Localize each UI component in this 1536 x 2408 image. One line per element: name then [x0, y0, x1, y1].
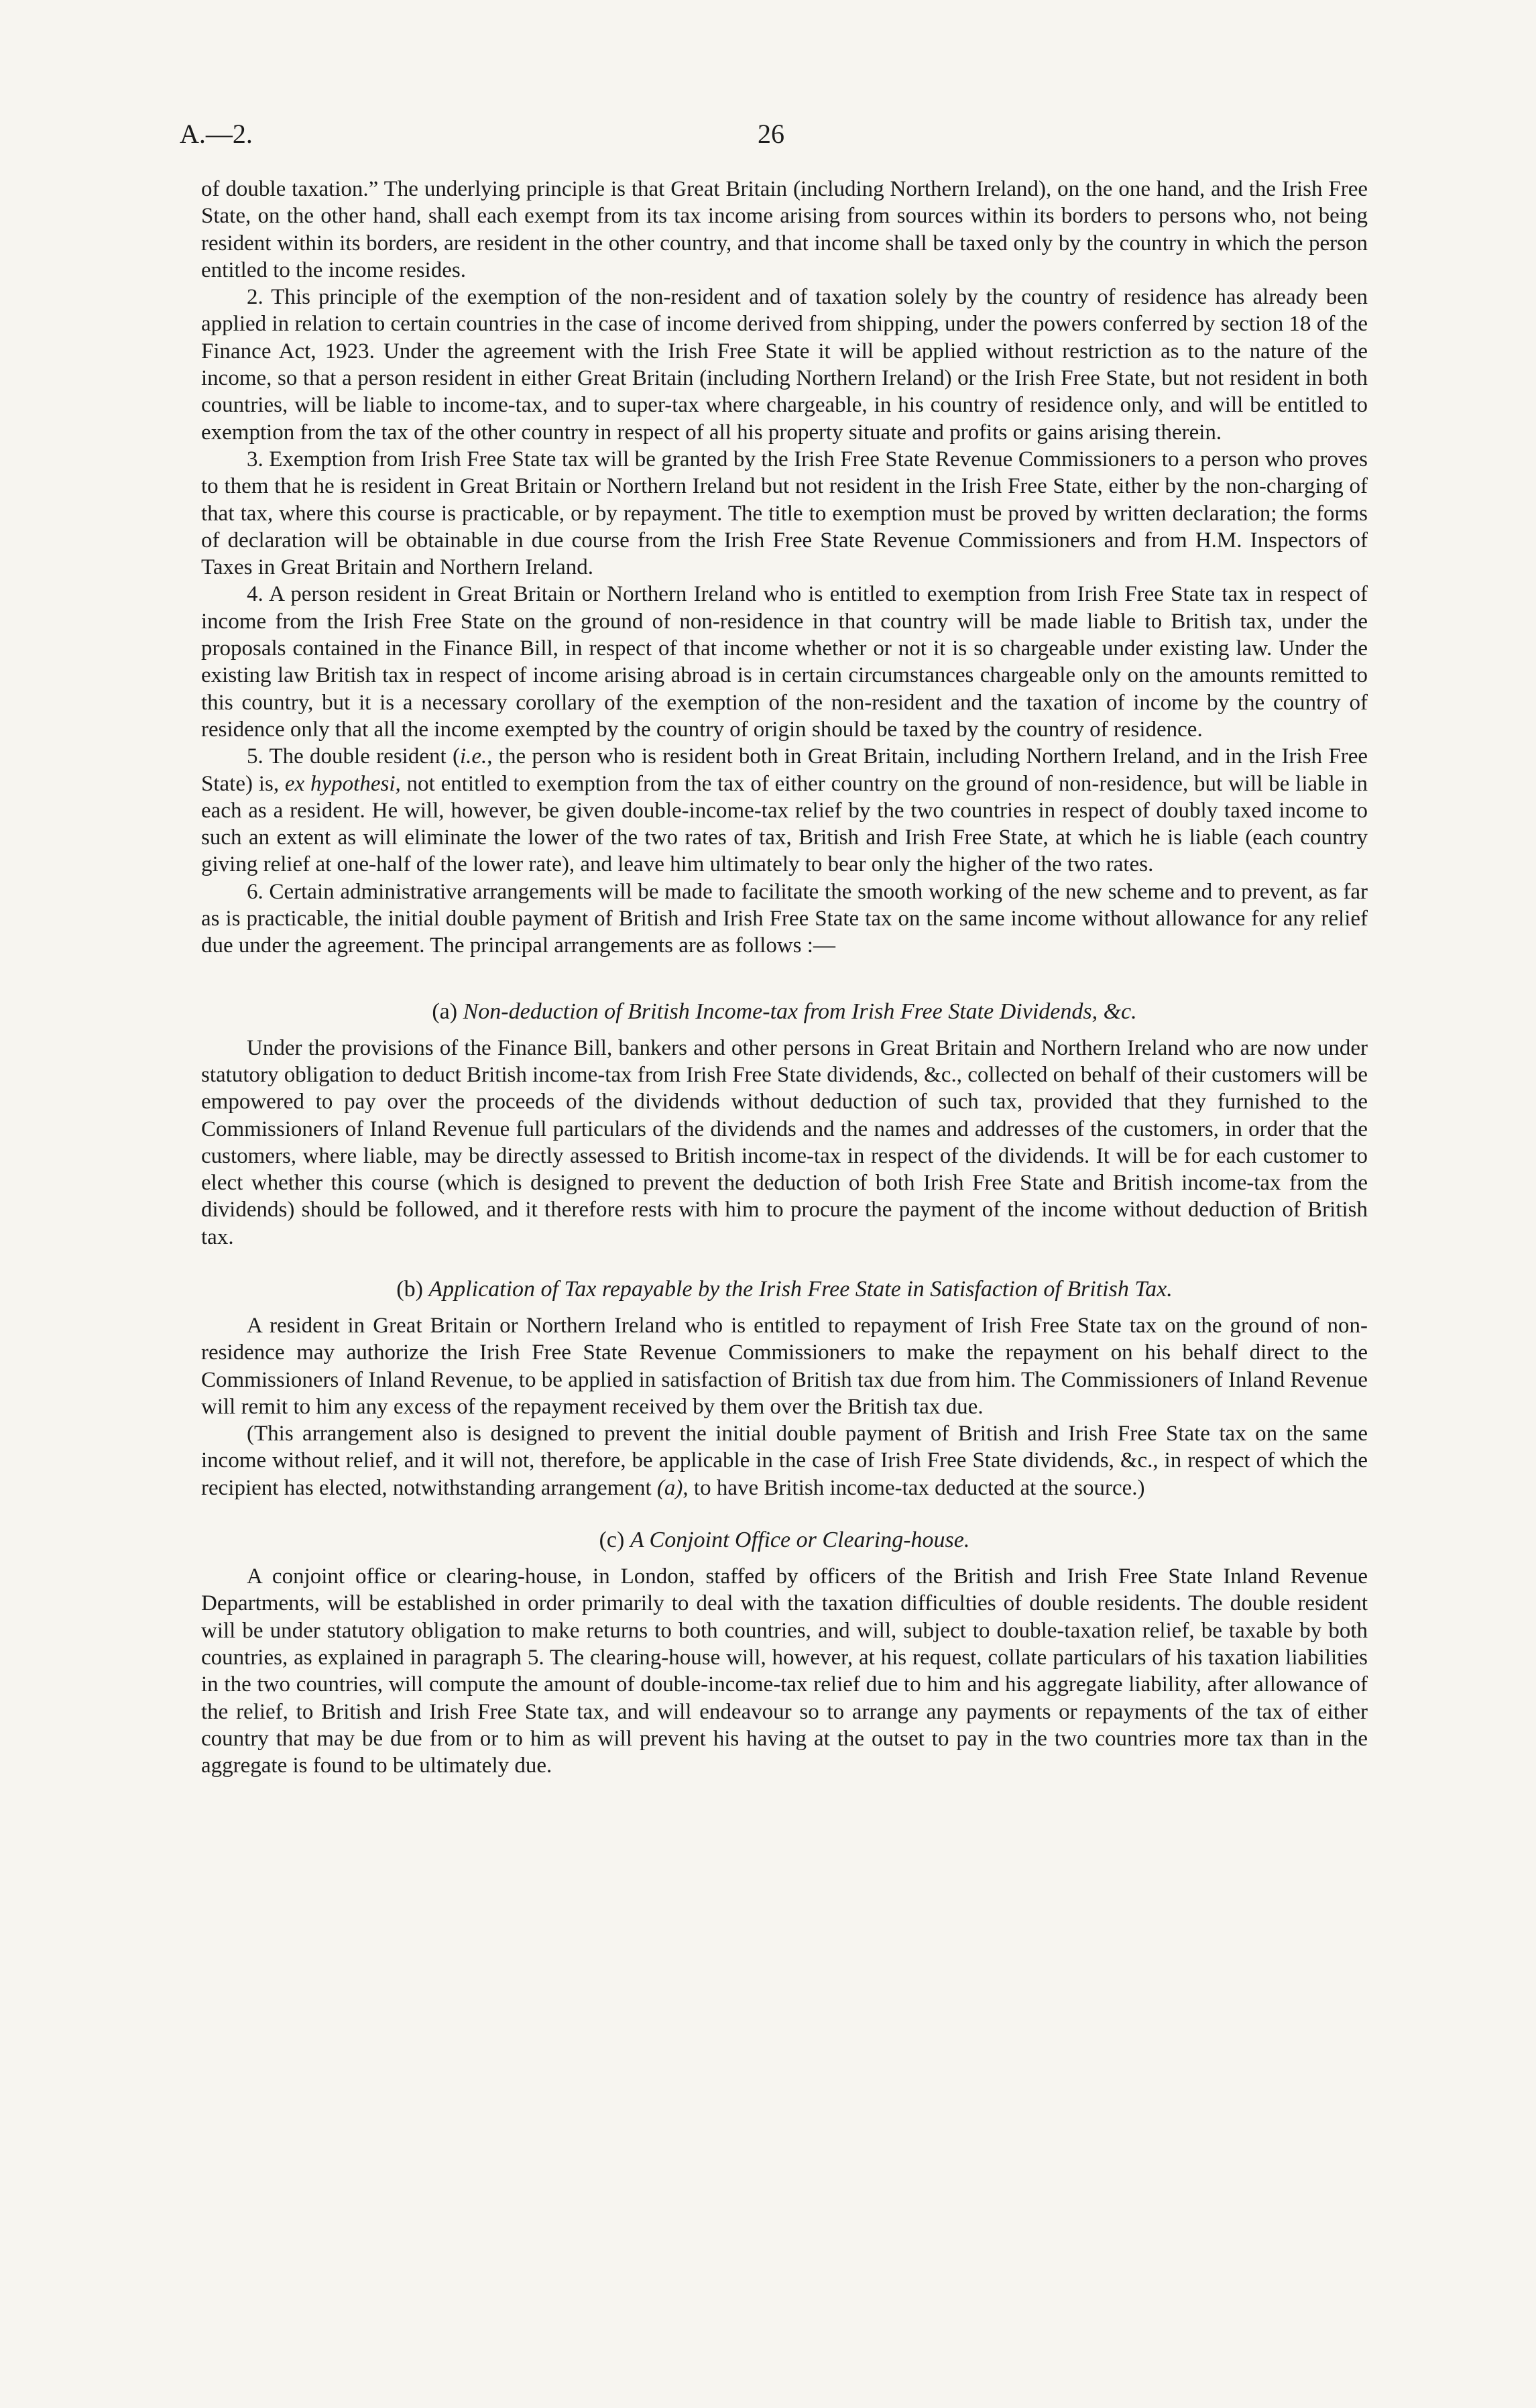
paragraph-b2-text-a: (This arrangement also is designed to prevent the initial double payment of British and Irish Free State tax on the same income without relief, and it will not, therefore, be applicable in the case of Irish Free State dividends, &c., in respect of which the recipient has elected, notwithstanding arrangement [201, 1422, 1368, 1500]
heading-c-title: A Conjoint Office or Clearing-house. [630, 1528, 970, 1553]
heading-b-title: Application of Tax repayable by the Irish Free State in Satisfaction of British Tax. [428, 1276, 1173, 1302]
paragraph-5-ex-hypothesi: ex hypothesi, [284, 771, 401, 796]
paragraph-b2 [201, 1420, 1368, 1501]
page-header [180, 118, 1373, 158]
document-reference: A.—2. [180, 119, 253, 149]
paragraph-b2-text-b: , to have British income-tax deducted at the source.) [683, 1475, 1145, 1500]
heading-a-label: (a) [432, 998, 463, 1024]
heading-c [201, 1527, 1368, 1554]
paragraph-5-ie: i.e. [459, 744, 487, 769]
paragraph-5-text-b: , the person who is resident both in Great Britain, including Northern Ireland, and in the Irish Free State) is, [201, 744, 1368, 796]
paragraph-2: 2. This principle of the exemption of the non-resident and of taxation solely by the country of residence has already been applied in relation to certain countries in the case of income derived from shipping, under the powers conferred by section 18 of the Finance Act, 1923. Under the agreement with the Irish Free State it will be applied without restriction as to the nature of the income, so that a person resident in either Great Britain (including Northern Ireland) or the Irish Free State, but not resident in both countries, will be liable to income-tax, and to super-tax where chargeable, in his country of residence only, and will be entitled to exemption from the tax of the other country in respect of all his property situate and profits or gains arising therein. [201, 285, 1368, 445]
paragraph-5-text-a: 5. The double resident ( [247, 744, 460, 769]
paragraph-b2-ref: (a) [656, 1475, 683, 1500]
heading-c-label: (c) [599, 1528, 630, 1553]
paragraph-5 [201, 743, 1368, 878]
heading-b-label: (b) [396, 1276, 429, 1302]
paragraph-b1: A resident in Great Britain or Northern Ireland who is entitled to repayment of Irish Free State tax on the ground of non-residence may authorize the Irish Free State Revenue Commissioners to make the repayment on his behalf direct to the Commissioners of Inland Revenue, to be applied in satisfaction of British tax due from him. The Commissioners of Inland Revenue will remit to him any excess of the repayment received by them over the British tax due. [201, 1313, 1368, 1419]
paragraph-5-text-c: not entitled to exemption from the tax of either country on the ground of non-residence, but will be liable in each as a resident. He will, however, be given double-income-tax relief by the two countries in respect of doubly taxed income to such an extent as will eliminate the lower of the two rates of tax, British and Irish Free State, at which he is liable (each country giving relief at one-half of the lower rate), and leave him ultimately to bear only the higher of the two rates. [201, 771, 1368, 877]
paragraph-3: 3. Exemption from Irish Free State tax will be granted by the Irish Free State Revenue Commissioners to a person who proves to them that he is resident in Great Britain or Northern Ireland but not resident in the Irish Free State, either by the non-charging of that tax, where this course is practicable, or by repayment. The title to exemption must be proved by written declaration; the forms of declaration will be obtainable in due course from the Irish Free State Revenue Commissioners and from H.M. Inspectors of Taxes in Great Britain and Northern Ireland. [201, 447, 1368, 580]
paragraph-continuation: of double taxation.” The underlying principle is that Great Britain (including Northern Ireland), on the one hand, and the Irish Free State, on the other hand, shall each exempt from its tax income arising from sources within its borders to persons who, not being resident within its borders, are resident in the other country, and that income shall be taxed only by the country in which the person entitled to the income resides. [201, 177, 1368, 282]
paragraph-4: 4. A person resident in Great Britain or Northern Ireland who is entitled to exemption from Irish Free State tax in respect of income from the Irish Free State on the ground of non-residence in that country will be made liable to British tax, under the proposals contained in the Finance Bill, in respect of that income whether or not it is so chargeable under existing law. Under the existing law British tax in respect of income arising abroad is in certain circumstances chargeable only on the amounts remitted to this country, but it is a necessary corollary of the exemption of the non-resident and the taxation of income by the country of residence only that all the income exempted by the country of origin should be taxed by the country of residence. [201, 582, 1368, 742]
paragraph-6: 6. Certain administrative arrangements will be made to facilitate the smooth working of the new scheme and to prevent, as far as is practicable, the initial double payment of British and Irish Free State tax on the same income without allowance for any relief due under the agreement. The principal arrangements are as follows :— [201, 879, 1368, 958]
page-number: 26 [758, 119, 784, 149]
paragraph-a: Under the provisions of the Finance Bill, bankers and other persons in Great Britain and Northern Ireland who are now under statutory obligation to deduct British income-tax from Irish Free State dividends, &c., collected on behalf of their customers will be empowered to pay over the proceeds of the dividends without deduction of such tax, provided that they furnished to the Commissioners of Inland Revenue full particulars of the dividends and the names and addresses of the customers, in order that the customers, where liable, may be directly assessed to British income-tax in respect of the dividends. It will be for each customer to elect whether this course (which is designed to prevent the deduction of both Irish Free State and British income-tax from the dividends) should be followed, and it therefore rests with him to procure the payment of the income without deduction of British tax. [201, 1035, 1368, 1249]
heading-a [201, 998, 1368, 1025]
heading-b [201, 1276, 1368, 1303]
paragraph-c: A conjoint office or clearing-house, in London, staffed by officers of the British and Irish Free State Inland Revenue Departments, will be established in order primarily to deal with the taxation difficulties of double residents. The double resident will be under statutory obligation to make returns to both countries, and will, subject to double-taxation relief, be taxable by both countries, as explained in paragraph 5. The clearing-house will, however, at his request, collate particulars of his taxation liabilities in the two countries, will compute the amount of double-income-tax relief due to him and his aggregate liability, after allowance of the relief, to British and Irish Free State tax, and will endeavour so to arrange any payments or repayments of the tax of either country that may be due from or to him as will prevent his having at the outset to pay in the two countries more tax than in the aggregate is found to be ultimately due. [201, 1564, 1368, 1778]
document-body [201, 176, 1368, 1779]
heading-a-title: Non-deduction of British Income-tax from Irish Free State Dividends, &c. [463, 998, 1137, 1024]
